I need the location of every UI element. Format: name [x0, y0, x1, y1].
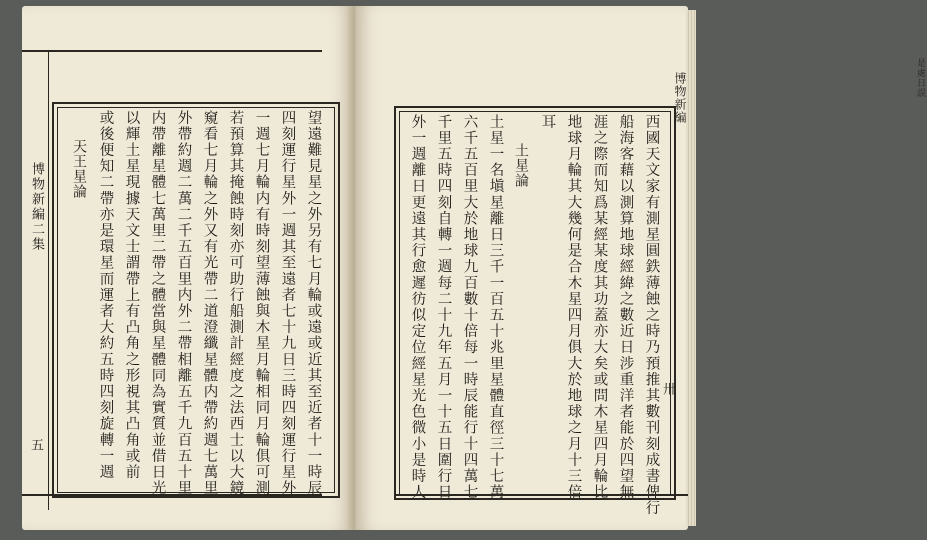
right-column-1: 西國天文家有測星圓鉄薄蝕之時乃預推其數刊刻成書俾行 — [643, 114, 660, 517]
left-page-number: 五 — [28, 438, 43, 451]
right-column-8: 六千五百里大於地球九百數十倍每一時辰能行十四萬七 — [461, 114, 478, 501]
right-bottom-rule — [394, 494, 688, 496]
right-column-2: 船海客藉以測算地球經緯之數近日涉重洋者能於四望無 — [617, 114, 634, 501]
open-book — [22, 6, 925, 534]
left-section-heading: 天王星論 — [71, 124, 87, 199]
left-top-rule — [22, 50, 322, 52]
right-column-3: 涯之際而知爲某經某度其功蓋亦大矣或問木星四月輪比 — [591, 114, 608, 501]
left-column-2: 四刻運行星外一週其至遠者七十九日三時四刻運行星外 — [279, 110, 296, 497]
left-text-frame — [52, 102, 340, 498]
left-column-6: 外帶約週二萬二千五百里内外二帶相離五千九百五十里 — [175, 110, 192, 497]
left-fold-title: 博物新編二集 — [29, 162, 44, 252]
left-column-5: 窺看七月輪之外又有光帶二道澄纖星體内帶約週七萬里 — [201, 110, 218, 497]
right-text-frame — [394, 106, 676, 517]
right-column-7: 土星一名塡星離日三千一百五十兆里星體直徑三十七萬 — [487, 114, 504, 501]
left-column-8: 以輝土星現據天文士謂帶上有凸角之形視其凸角或前 — [123, 110, 140, 481]
right-column-4: 地球月輪其大幾何是合木星四月俱大於地球之月十三倍 — [565, 114, 582, 501]
left-column-4: 若預算其掩蝕時刻亦可助行船測計經度之法西士以大鏡 — [227, 110, 244, 497]
right-page-number: 卅 — [660, 382, 675, 395]
right-section-heading: 土星論 — [513, 128, 529, 188]
margin-annotation: 是處日誤 — [915, 58, 925, 98]
left-column-7: 内帶離星體七萬里二帶之體當與星體同為實質並借日光 — [149, 110, 166, 497]
right-column-9: 千里五時四刻自轉一週每二十九年五月一十五日圍行日 — [435, 114, 452, 501]
left-page — [22, 6, 352, 530]
right-column-10: 外一週離日更遠其行愈遲彷似定位經星光色微小是時人 — [409, 114, 426, 501]
right-fold-title: 博物新編 — [673, 72, 687, 124]
left-column-9: 或後便知二帶亦是環星而運者大約五時四刻旋轉一週 — [97, 110, 114, 481]
left-column-3: 一週七月輪内有時刻望薄蝕與木星月輪相同月輪俱可測 — [253, 110, 270, 497]
left-column-1: 望遠難見星之外另有七月輪或遠或近其至近者十一時辰 — [305, 110, 322, 497]
right-column-5: 耳 — [539, 114, 556, 131]
